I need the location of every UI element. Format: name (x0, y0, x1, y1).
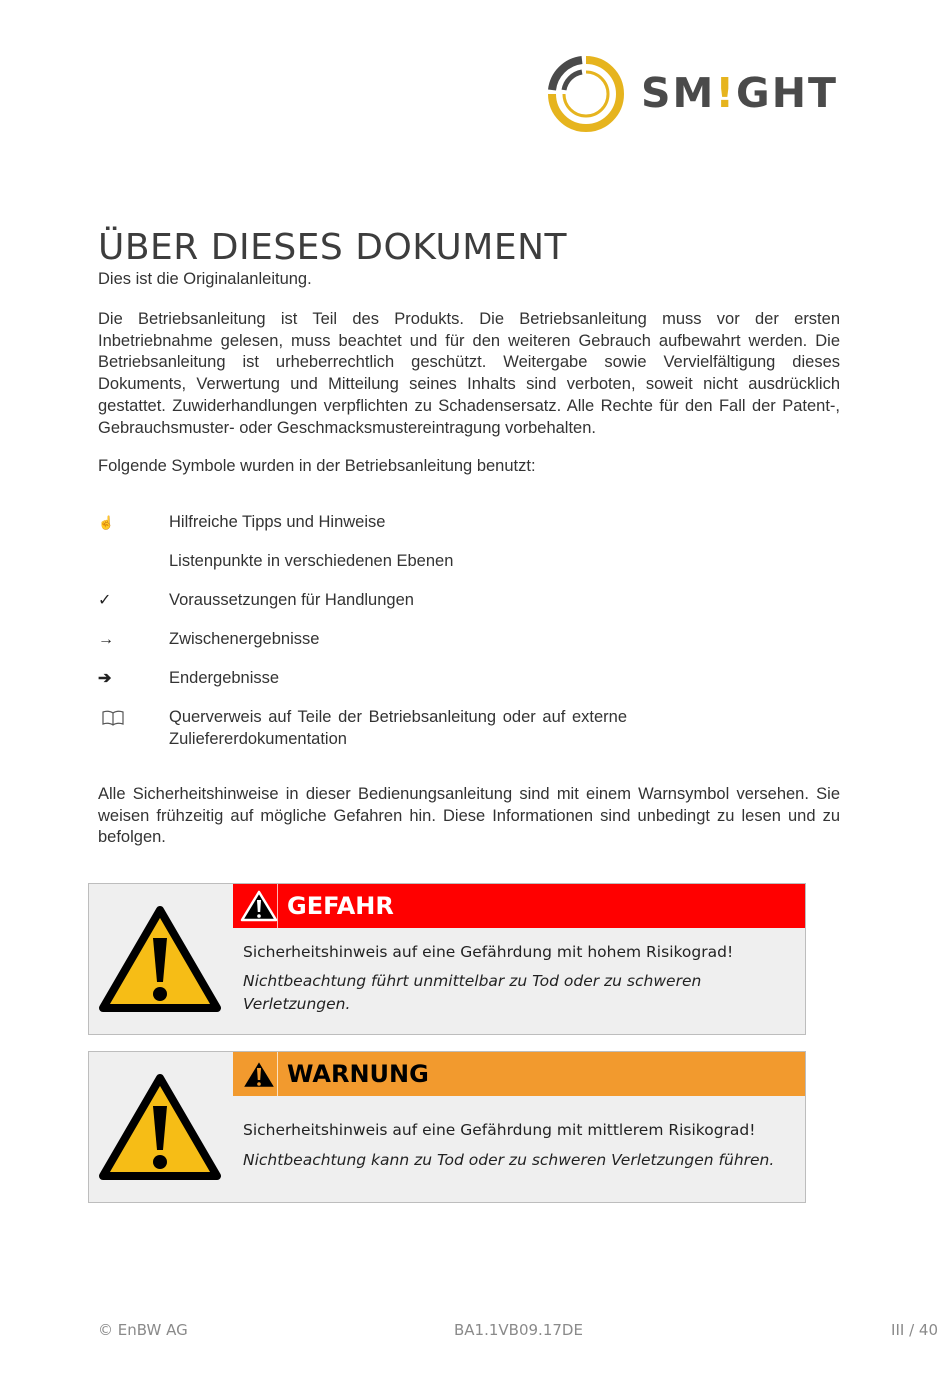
logo-wordmark: SM!GHT (641, 69, 838, 117)
symbol-text: Listenpunkte in verschiedenen Ebenen (169, 552, 454, 570)
footer-copyright: © EnBW AG (98, 1321, 188, 1339)
warning-triangle-icon (97, 1072, 223, 1182)
safety-paragraph: Alle Sicherheitshinweise in dieser Bedienungsanleitung sind mit einem Warnsymbol versehen. Sie weisen frühzeitig auf mögliche Gefahren hin. Diese Informationen sind unbedingt zu lesen und zu befolgen. (98, 785, 840, 847)
check-icon: ✓ (98, 592, 112, 609)
pointing-hand-icon: ☝ (98, 515, 115, 530)
header-divider (277, 1052, 278, 1096)
header-warning-icon (240, 890, 278, 922)
danger-label: GEFAHR (287, 892, 394, 920)
smight-logo (548, 56, 838, 132)
warning-header (233, 1052, 805, 1096)
intro-text: Dies ist die Originalanleitung. (98, 270, 312, 288)
symbol-text: Querverweis auf Teile der Betriebsanleitung oder auf externe Zuliefererdokumentation (169, 708, 627, 748)
warning-triangle-icon (97, 904, 223, 1014)
danger-line2: Nichtbeachtung führt unmittelbar zu Tod oder zu schweren Verletzungen. (243, 972, 702, 1013)
header-warning-icon (240, 1058, 278, 1090)
footer-doc-id: BA1.1VB09.17DE (454, 1321, 583, 1339)
symbol-text: Hilfreiche Tipps und Hinweise (169, 513, 386, 531)
danger-header (233, 884, 805, 928)
warning-line1: Sicherheitshinweis auf eine Gefährdung mit mittlerem Risikograd! (243, 1121, 756, 1139)
warning-label: WARNUNG (287, 1060, 429, 1088)
thin-arrow-icon: → (98, 631, 114, 648)
danger-line1: Sicherheitshinweis auf eine Gefährdung mit hohem Risikograd! (243, 943, 734, 961)
symbol-text: Endergebnisse (169, 669, 280, 687)
symbol-text: Voraussetzungen für Handlungen (169, 591, 414, 609)
warning-line2: Nichtbeachtung kann zu Tod oder zu schweren Verletzungen führen. (243, 1151, 775, 1169)
danger-notice-box (88, 883, 806, 1035)
footer-page-number: III / 40 (891, 1321, 938, 1339)
paragraph-copyright: Die Betriebsanleitung ist Teil des Produkts. Die Betriebsanleitung muss vor der ersten Inbetriebnahme gelesen, muss beachtet und für den weiteren Gebrauch aufbewahrt werden. Die Betriebsanleitung ist urheberrechtlich geschützt. Weitergabe sowie Vervielfältigung dieses Dokuments, Verwertung und Mitteilung seines Inhalts sind verboten, soweit nicht ausdrücklich gestattet. Zuwiderhandlungen verpflichten zu Schadensersatz. Alle Rechte für den Fall der Patent-, Gebrauchsmuster- oder Geschmacksmustereintragung vorbehalten. (98, 310, 840, 437)
page-title: ÜBER DIESES DOKUMENT (98, 227, 567, 268)
warning-notice-box (88, 1051, 806, 1203)
symbol-text: Zwischenergebnisse (169, 630, 320, 648)
bold-arrow-icon: ➔ (98, 670, 112, 687)
symbols-intro: Folgende Symbole wurden in der Betriebsanleitung benutzt: (98, 457, 536, 475)
book-icon (98, 710, 128, 726)
logo-ring-icon (548, 56, 624, 132)
header-divider (277, 884, 278, 928)
